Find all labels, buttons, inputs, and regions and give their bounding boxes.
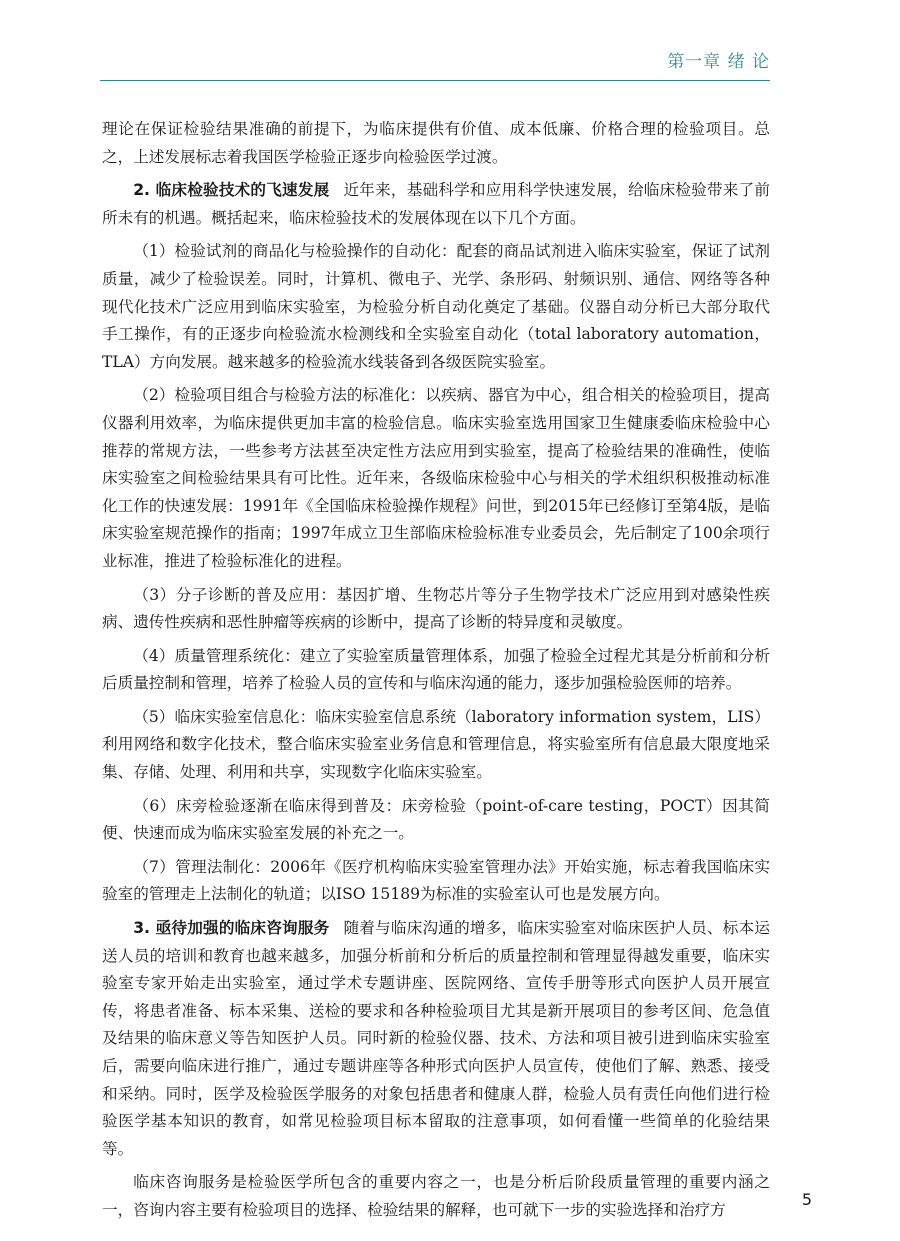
list-item-3: （3）分子诊断的普及应用：基因扩增、生物芯片等分子生物学技术广泛应用到对感染性疾病、遗传性疾病和恶性肿瘤等疾病的诊断中，提高了诊断的特异度和灵敏度。 [102, 585, 770, 632]
section-3-heading: 3. 亟待加强的临床咨询服务 [133, 919, 330, 938]
section-2-text: 近年来，基础科学和应用科学快速发展，给临床检验带来了前所未有的机遇。概括起来，临床检验技术的发展体现在以下几个方面。 [102, 181, 770, 227]
list-item-2: （2）检验项目组合与检验方法的标准化：以疾病、器官为中心，组合相关的检验项目，提高仪器利用效率，为临床提供更加丰富的检验信息。临床实验室选用国家卫生健康委临床检验中心推荐的常规方法，一些参考方法甚至决定性方法应用到实验室，提高了检验结果的准确性，使临床实验室之间检验结果具有可比性。近年来，各级临床检验中心与相关的学术组织积极推动标准化工作的快速发展：1991年《全国临床检验操作规程》问世，到2015年已经修订至第4版，是临床实验室规范操作的指南；1997年成立卫生部临床检验标准专业委员会，先后制定了100余项行业标准，推进了检验标准化的进程。 [102, 386, 770, 570]
page-number: 5 [801, 1190, 812, 1209]
section-2-paragraph [102, 177, 770, 232]
list-item-4: （4）质量管理系统化：建立了实验室质量管理体系，加强了检验全过程尤其是分析前和分析后质量控制和管理，培养了检验人员的宣传和与临床沟通的能力，逐步加强检验医师的培养。 [102, 646, 770, 693]
list-item-7: （7）管理法制化：2006年《医疗机构临床实验室管理办法》开始实施，标志着我国临床实验室的管理走上法制化的轨道；以ISO 15189为标准的实验室认可也是发展方向。 [102, 857, 770, 904]
list-item-5: （5）临床实验室信息化：临床实验室信息系统（laboratory information system，LIS）利用网络和数字化技术，整合临床实验室业务信息和管理信息，将实验室所有信息最大限度地采集、存储、处理、利用和共享，实现数字化临床实验室。 [102, 707, 770, 782]
running-header: 第一章 绪 论 [667, 52, 770, 72]
section-3-text: 随着与临床沟通的增多，临床实验室对临床医护人员、标本运送人员的培训和教育也越来越多，加强分析前和分析后的质量控制和管理显得越发重要，临床实验室专家开始走出实验室，通过学术专题讲座、医院网络、宣传手册等形式向医护人员开展宣传，将患者准备、标本采集、送检的要求和各种检验项目尤其是新开展项目的参考区间、危急值及结果的临床意义等告知医护人员。同时新的检验仪器、技术、方法和项目被引进到临床实验室后，需要向临床进行推广，通过专题讲座等各种形式向医护人员宣传，使他们了解、熟悉、接受和采纳。同时，医学及检验医学服务的对象包括患者和健康人群，检验人员有责任向他们进行检验医学基本知识的教育，如常见检验项目标本留取的注意事项，如何看懂一些简单的化验结果等。 [102, 919, 770, 1158]
section-3-paragraph [102, 915, 770, 1163]
header-rule [100, 80, 770, 81]
paragraph-continuation: 理论在保证检验结果准确的前提下，为临床提供有价值、成本低廉、价格合理的检验项目。总之，上述发展标志着我国医学检验正逐步向检验医学过渡。 [102, 120, 770, 166]
section-2-heading: 2. 临床检验技术的飞速发展 [133, 181, 330, 200]
page-body [102, 116, 770, 1231]
list-item-6: （6）床旁检验逐渐在临床得到普及：床旁检验（point-of-care testing，POCT）因其简便、快速而成为临床实验室发展的补充之一。 [102, 796, 770, 843]
final-paragraph: 临床咨询服务是检验医学所包含的重要内容之一，也是分析后阶段质量管理的重要内涵之一，咨询内容主要有检验项目的选择、检验结果的解释，也可就下一步的实验选择和治疗方 [102, 1173, 770, 1219]
list-item-1: （1）检验试剂的商品化与检验操作的自动化：配套的商品试剂进入临床实验室，保证了试剂质量，减少了检验误差。同时，计算机、微电子、光学、条形码、射频识别、通信、网络等各种现代化技术广泛应用到临床实验室，为检验分析自动化奠定了基础。仪器自动分析已大部分取代手工操作，有的正逐步向检验流水检测线和全实验室自动化（total laboratory automation，TLA）方向发展。越来越多的检验流水线装备到各级医院实验室。 [102, 242, 770, 371]
